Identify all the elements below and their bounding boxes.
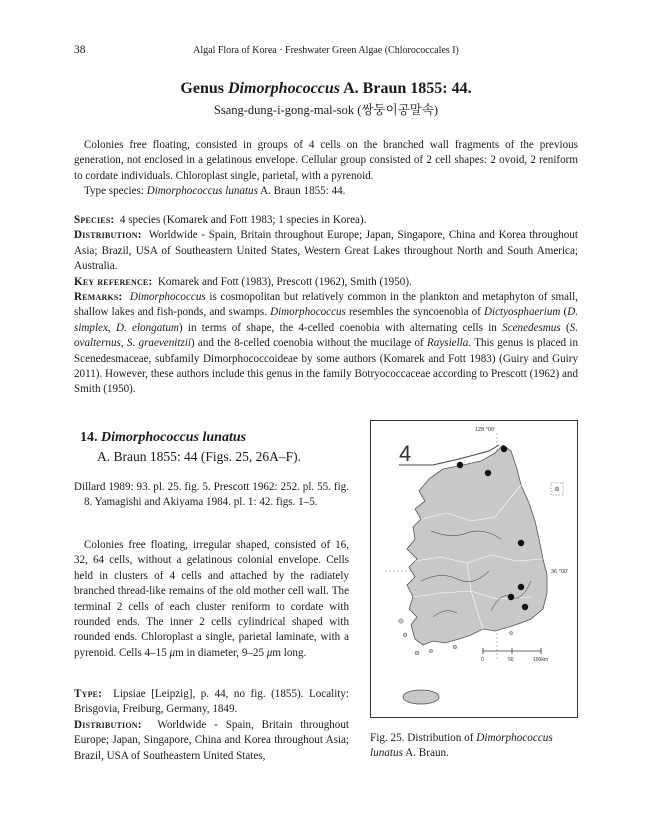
map-number: 4 (399, 441, 412, 466)
desc-part: m long. (272, 646, 307, 659)
remarks-part: ) in terms of shape, the 4-celled coenobia with alternating cells in (178, 321, 503, 334)
species-name: Dimorphococcus lunatus (101, 430, 247, 445)
distribution-text: Worldwide - Spain, Britain throughout Europe; Japan, Singapore, China and Korea throughout Asia; Brazil, USA of Southeastern United States, Western Great Lakes throughout North and South America; Australia. (74, 229, 578, 273)
figure-caption (370, 731, 580, 762)
species-description (74, 538, 349, 661)
occurrence-point (501, 446, 507, 452)
species-distribution-label: Distribution: (74, 718, 142, 731)
island-shape (399, 619, 403, 623)
remarks-part: Dimorphococcus (129, 291, 206, 304)
running-head: Algal Flora of Korea · Freshwater Green Algae (Chlorococcales I) (193, 45, 459, 56)
scale-label-end: 100km (533, 657, 549, 663)
remarks-part: Scenedesmus (502, 321, 561, 334)
remarks-part: D. simplex (74, 306, 578, 334)
occurrence-point (518, 584, 524, 590)
latitude-label: 36 °00' (551, 569, 569, 575)
remarks-part: ) and the 8-celled coenobia without the mucilage of (190, 337, 428, 350)
occurrence-point (508, 594, 514, 600)
species-number: 14. (80, 430, 101, 445)
distribution-map (371, 421, 577, 717)
remarks-part: ( (560, 306, 568, 319)
genus-description (74, 138, 578, 200)
distribution-label: Distribution: (74, 229, 142, 242)
genus-title-prefix: Genus (180, 80, 228, 97)
species-text: 4 species (Komarek and Fott 1983; 1 species in Korea). (119, 214, 367, 226)
species-label: Species: (74, 214, 115, 226)
type-label: Type: (74, 688, 103, 700)
remarks-part: S. graevenitzii (126, 337, 191, 350)
occurrence-point (485, 470, 491, 476)
remarks-part: S. ovalternus (74, 321, 578, 350)
occurrence-point (522, 604, 528, 610)
species-section (74, 213, 578, 228)
remarks-part: Dimorphococcus (270, 306, 346, 319)
caption-prefix: Fig. 25. Distribution of (370, 732, 477, 744)
remarks-section (74, 290, 578, 398)
caption-suffix: A. Braun. (402, 747, 449, 760)
island-shape (429, 649, 432, 652)
genus-korean-name: Ssang-dung-i-gong-mal-sok (쌍둥이공말속) (213, 103, 439, 117)
genus-sections (74, 213, 578, 398)
species-title (80, 430, 246, 446)
desc-part: μ (169, 646, 176, 659)
species-distribution-text: Worldwide - Spain, Britain throughout Europe; Japan, Singapore, China and Korea throughout Asia; Brazil, USA of Southeastern United States, (74, 718, 349, 762)
species-distribution-section (74, 718, 349, 764)
island-shape (453, 645, 457, 649)
island-shape (509, 631, 512, 634)
desc-part: Colonies free floating, irregular shaped, consisted of 16, 32, 64 cells, without a gelatinous colonial envelope. Cells held in clusters of 4 cells and attached by the radiately branched thread-like remains of the old mother cell wall. The terminal 2 cells of each cluster reniform to cordate with rounded ends. The inner 2 cells cylindrical shaped with rounded ends. Chloroplast a single, parietal laminate, with a pyrenoid. Cells 4–15 (74, 539, 349, 659)
island-shape (415, 651, 419, 655)
island-shape (403, 633, 407, 637)
ulleungdo-island-shape (555, 487, 559, 491)
type-locality-section (74, 687, 349, 718)
type-text: Lipsiae [Leipzig], p. 44, no fig. (1855). Locality: Brisgovia, Freiburg, Germany, 1849. (74, 688, 349, 716)
genus-title-name: Dimorphococcus (228, 80, 340, 97)
genus-title-suffix: A. Braun 1855: 44. (340, 80, 472, 97)
caption-species-name: Dimorphococcus lunatus (370, 732, 553, 760)
remarks-part: , (107, 321, 116, 334)
remarks-part: resembles the syncoenobia of (345, 306, 484, 319)
scale-label-zero: 0 (481, 657, 484, 663)
desc-part: m in diameter, 9–25 (175, 646, 267, 659)
species-references (74, 480, 349, 511)
species-type-distribution (74, 687, 349, 764)
remarks-label: Remarks: (74, 291, 123, 304)
remarks-part: . This genus is placed in Scenedesmaceae, subfamily Dimorphococcoideae by some authors (Komarek and Fott 1983) (Guiry and Guiry 2011). However, these authors include this genus in the family Botryococcaceae according to Prescott (1962) and Smith (1950). (74, 337, 578, 396)
distribution-map-frame (370, 420, 578, 718)
desc-part: μ (266, 646, 273, 659)
key-reference-text: Komarek and Fott (1983), Prescott (1962), Smith (1950). (157, 275, 412, 288)
distribution-section (74, 228, 578, 274)
page-number: 38 (74, 44, 86, 56)
remarks-part: , (120, 337, 127, 350)
type-species-name: Dimorphococcus lunatus (146, 185, 258, 198)
remarks-part: D. elongatum (115, 321, 179, 334)
species-references-text: Dillard 1989: 93. pl. 25. fig. 5. Prescott 1962: 252. pl. 55. fig. 8. Yamagishi and Akiyama 1984. pl. 1: 42. figs. 1–5. (74, 481, 349, 509)
genus-description-text: Colonies free floating, consisted in groups of 4 cells on the branched wall fragments of the previous generation, not enclosed in a gelatinous envelope. Cellular group consisted of 2 cell shapes: 2 ovoid, 2 reniform to cordate individuals. Chloroplast single, parietal, with a pyrenoid. (74, 139, 578, 182)
remarks-part: is cosmopolitan but relatively common in the plankton and metaphyton of small, shallow lakes and fish-ponds, and swamps. (74, 291, 578, 319)
occurrence-point (457, 462, 463, 468)
occurrence-point (518, 540, 524, 546)
jeju-island-shape (403, 690, 439, 704)
type-species-line (74, 184, 578, 199)
remarks-part: Raysiella (427, 337, 469, 350)
species-authority: A. Braun 1855: 44 (Figs. 25, 26A–F). (97, 449, 302, 464)
type-species-label: Type species: (84, 185, 147, 198)
longitude-label: 128 °00' (475, 427, 496, 433)
genus-title (0, 80, 652, 98)
korea-peninsula-shape (407, 445, 547, 645)
type-species-suffix: A. Braun 1855: 44. (257, 185, 346, 198)
remarks-part: Dictyosphaerium (483, 306, 561, 319)
key-reference-section (74, 275, 578, 290)
species-description-text (74, 538, 349, 661)
scale-label-mid: 50 (508, 657, 514, 663)
remarks-part: ( (560, 321, 570, 334)
key-reference-label: Key reference: (74, 275, 153, 288)
